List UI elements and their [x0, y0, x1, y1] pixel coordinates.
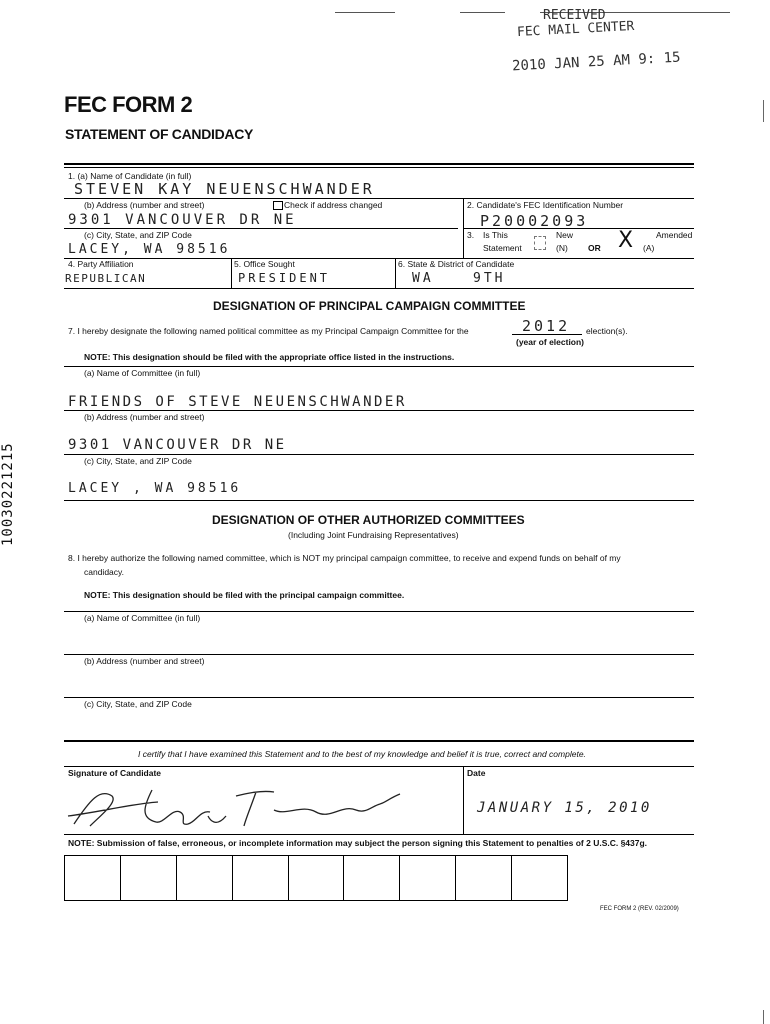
address-changed-checkbox[interactable] [273, 201, 283, 210]
document-number: 10030221215 [0, 442, 16, 546]
grid-cell [233, 856, 289, 900]
margin-mark [763, 1010, 764, 1024]
field-rule [64, 228, 458, 229]
column-divider [395, 258, 396, 288]
candidate-name-value: STEVEN KAY NEUENSCHWANDER [74, 180, 375, 198]
other-committees-heading: DESIGNATION OF OTHER AUTHORIZED COMMITTEES [212, 513, 525, 527]
principal-name-label: (a) Name of Committee (in full) [84, 368, 201, 378]
date-label: Date [467, 768, 486, 778]
received-stamp-line2: FEC MAIL CENTER [516, 18, 635, 41]
amended-code: (A) [643, 243, 655, 253]
signature-label: Signature of Candidate [68, 768, 162, 778]
district-value: 9TH [473, 271, 506, 286]
amended-checkbox-mark[interactable]: X [618, 228, 634, 253]
statement-type-number: 3. [467, 230, 475, 240]
grid-cell [344, 856, 400, 900]
statement-type-label-a: Is This [483, 230, 508, 240]
field-rule [64, 697, 694, 698]
principal-city-label: (c) City, State, and ZIP Code [84, 456, 192, 466]
office-use-grid [64, 855, 568, 901]
party-label: 4. Party Affiliation [68, 259, 134, 269]
margin-mark [763, 100, 764, 122]
date-value: JANUARY 15, 2010 [477, 800, 652, 816]
other-name-label: (a) Name of Committee (in full) [84, 613, 201, 623]
principal-address-value: 9301 VANCOUVER DR NE [68, 437, 287, 453]
fec-id-value: P20002093 [480, 212, 589, 230]
grid-cell [177, 856, 233, 900]
other-statement-line1: 8. I hereby authorize the following named committee, which is NOT my principal campaign committee, to receive and expend funds on behalf of my [68, 553, 621, 563]
received-stamp-line1: RECEIVED [543, 8, 606, 23]
column-divider [463, 766, 464, 834]
grid-cell [289, 856, 345, 900]
state-district-label: 6. State & District of Candidate [398, 259, 515, 269]
other-address-label: (b) Address (number and street) [84, 656, 205, 666]
signature-text [80, 820, 93, 821]
form-subtitle: STATEMENT OF CANDIDACY [65, 126, 254, 142]
grid-cell [121, 856, 177, 900]
certification-text: I certify that I have examined this Statement and to the best of my knowledge and belief it is true, correct and complete. [138, 749, 586, 759]
election-year-value: 2012 [522, 317, 571, 335]
fec-id-label: 2. Candidate's FEC Identification Number [467, 200, 624, 210]
field-rule [463, 228, 694, 229]
election-year-caption: (year of election) [516, 337, 585, 347]
principal-name-value: FRIENDS OF STEVE NEUENSCHWANDER [68, 394, 407, 410]
election-suffix: election(s). [586, 326, 628, 336]
field-rule [64, 258, 694, 259]
field-rule [64, 288, 694, 289]
field-rule [64, 654, 694, 655]
field-rule [64, 834, 694, 835]
office-value: PRESIDENT [238, 271, 331, 285]
principal-address-label: (b) Address (number and street) [84, 412, 205, 422]
state-value: WA [412, 271, 434, 286]
new-label: New [556, 230, 574, 240]
candidate-city-value: LACEY, WA 98516 [68, 242, 231, 257]
candidate-address-label: (b) Address (number and street) [84, 200, 205, 210]
other-city-label: (c) City, State, and ZIP Code [84, 699, 192, 709]
grid-cell [400, 856, 456, 900]
scan-mark-line [335, 12, 395, 13]
section-rule [64, 163, 694, 165]
field-rule [64, 410, 694, 411]
address-changed-label: Check if address changed [284, 200, 383, 210]
other-statement-line2: candidacy. [84, 567, 125, 577]
candidate-signature [60, 782, 420, 832]
scan-mark-line [460, 12, 505, 13]
candidate-city-label: (c) City, State, and ZIP Code [84, 230, 192, 240]
new-statement-checkbox[interactable] [534, 236, 546, 250]
amended-label: Amended [656, 230, 693, 240]
election-year-rule [512, 334, 582, 335]
statement-type-label-b: Statement [483, 243, 522, 253]
or-label: OR [588, 243, 601, 253]
office-label: 5. Office Sought [234, 259, 295, 269]
field-rule [64, 766, 694, 767]
field-rule [64, 366, 694, 367]
field-rule [64, 198, 694, 199]
penalty-note: NOTE: Submission of false, erroneous, or incomplete information may subject the person signing this Statement to penalties of 2 U.S.C. §437g. [68, 838, 648, 848]
principal-city-value: LACEY , WA 98516 [68, 481, 242, 496]
grid-cell [512, 856, 567, 900]
field-rule [64, 454, 694, 455]
grid-cell [65, 856, 121, 900]
principal-statement: 7. I hereby designate the following named political committee as my Principal Campaign Committee for the [68, 326, 469, 336]
principal-note: NOTE: This designation should be filed with the appropriate office listed in the instructions. [84, 352, 455, 362]
grid-cell [456, 856, 512, 900]
principal-committee-heading: DESIGNATION OF PRINCIPAL CAMPAIGN COMMITTEE [213, 299, 526, 313]
field-rule [64, 500, 694, 501]
candidate-address-value: 9301 VANCOUVER DR NE [68, 212, 297, 228]
candidate-name-label: 1. (a) Name of Candidate (in full) [68, 171, 192, 181]
section-rule [64, 740, 694, 742]
new-code: (N) [556, 243, 568, 253]
form-title: FEC FORM 2 [64, 92, 193, 117]
field-rule [64, 611, 694, 612]
other-note: NOTE: This designation should be filed with the principal campaign committee. [84, 590, 405, 600]
column-divider [231, 258, 232, 288]
received-stamp-line3: 2010 JAN 25 AM 9: 15 [511, 49, 681, 75]
party-value: REPUBLICAN [65, 272, 147, 285]
section-rule [64, 167, 694, 168]
other-committees-subheading: (Including Joint Fundraising Representatives) [288, 530, 459, 540]
form-revision: FEC FORM 2 (REV. 02/2009) [600, 906, 679, 912]
